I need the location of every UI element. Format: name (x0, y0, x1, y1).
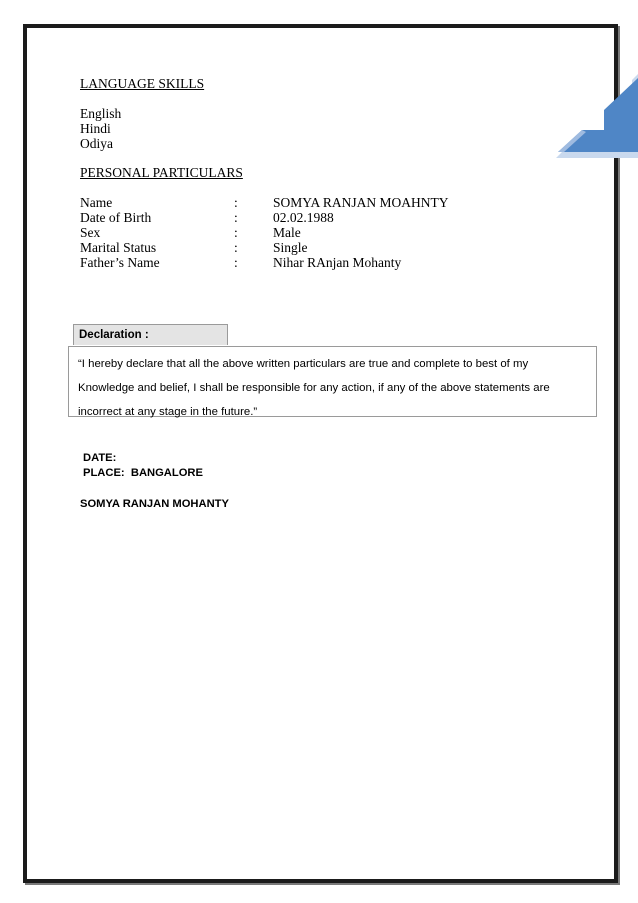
declaration-line: incorrect at any stage in the future.” (78, 406, 258, 418)
language-item: Hindi (80, 121, 111, 136)
personal-particulars-heading: PERSONAL PARTICULARS (80, 165, 243, 180)
particular-value-fathers-name: Nihar RAnjan Mohanty (273, 255, 402, 270)
particular-separator: : (234, 255, 238, 270)
date-label: DATE: (83, 452, 117, 464)
particular-value-dob: 02.02.1988 (273, 210, 334, 225)
language-skills-heading: LANGUAGE SKILLS (80, 76, 205, 91)
particular-value-name: SOMYA RANJAN MOAHNTY (273, 195, 449, 210)
particular-separator: : (234, 210, 238, 225)
declaration-box (68, 346, 597, 417)
particular-label-fathers-name: Father’s Name (80, 255, 160, 270)
language-item: Odiya (80, 136, 113, 151)
fold-blue (558, 78, 638, 152)
particular-label-marital-status: Marital Status (80, 240, 157, 255)
particular-separator: : (234, 240, 238, 255)
particular-label-name: Name (80, 195, 113, 210)
language-item: English (80, 106, 122, 121)
particular-label-dob: Date of Birth (80, 210, 152, 225)
particular-separator: : (234, 195, 238, 210)
declaration-label: Declaration : (73, 324, 228, 345)
particular-separator: : (234, 225, 238, 240)
declaration-line: Knowledge and belief, I shall be responsible for any action, if any of the above statements are (78, 382, 550, 394)
particular-label-sex: Sex (80, 225, 101, 240)
page-corner-fold-graphic (552, 74, 638, 158)
signature-name: SOMYA RANJAN MOHANTY (80, 498, 229, 510)
declaration-line: “I hereby declare that all the above written particulars are true and complete to best of my (78, 358, 529, 370)
place-label: PLACE: BANGALORE (83, 467, 203, 479)
particular-value-sex: Male (273, 225, 301, 240)
particular-value-marital-status: Single (273, 240, 308, 255)
